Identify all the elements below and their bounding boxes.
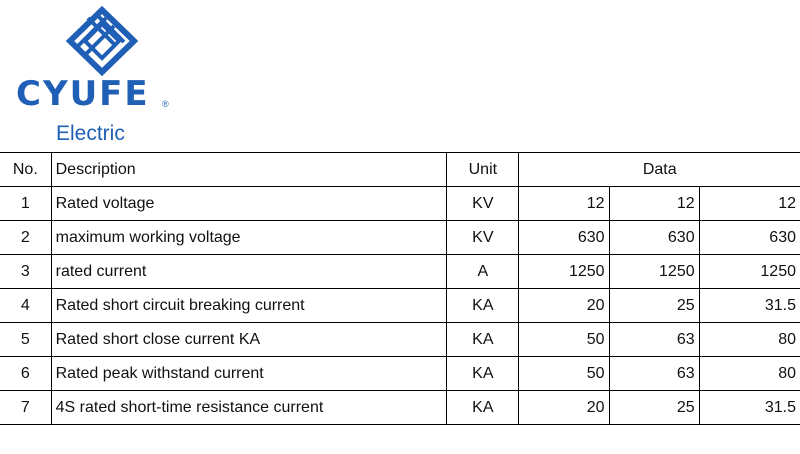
- table-row: [0, 357, 800, 391]
- row-value: 630: [519, 221, 609, 255]
- header-no: No.: [0, 153, 51, 187]
- header-description: Description: [51, 153, 447, 187]
- row-value: 1250: [699, 255, 800, 289]
- row-value: 63: [609, 323, 699, 357]
- header-data: Data: [519, 153, 800, 187]
- row-value: 1250: [519, 255, 609, 289]
- header-unit: Unit: [447, 153, 519, 187]
- row-value: 20: [519, 391, 609, 425]
- row-description: Rated short close current KA: [51, 323, 447, 357]
- row-description: Rated short circuit breaking current: [51, 289, 447, 323]
- row-unit: KV: [447, 187, 519, 221]
- row-description: rated current: [51, 255, 447, 289]
- row-value: 12: [699, 187, 800, 221]
- table-row: [0, 187, 800, 221]
- row-number: 4: [0, 289, 51, 323]
- row-value: 20: [519, 289, 609, 323]
- table-row: [0, 255, 800, 289]
- row-description: maximum working voltage: [51, 221, 447, 255]
- row-unit: KA: [447, 323, 519, 357]
- row-number: 7: [0, 391, 51, 425]
- row-value: 31.5: [699, 391, 800, 425]
- table-row: [0, 221, 800, 255]
- table-header-row: [0, 153, 800, 187]
- row-value: 25: [609, 289, 699, 323]
- row-value: 31.5: [699, 289, 800, 323]
- registered-mark: ®: [162, 99, 169, 109]
- table-row: [0, 391, 800, 425]
- row-value: 50: [519, 323, 609, 357]
- row-number: 1: [0, 187, 51, 221]
- row-value: 12: [609, 187, 699, 221]
- row-unit: KA: [447, 391, 519, 425]
- row-value: 63: [609, 357, 699, 391]
- row-description: Rated peak withstand current: [51, 357, 447, 391]
- brand-logo: [14, 6, 184, 146]
- row-value: 630: [699, 221, 800, 255]
- row-value: 50: [519, 357, 609, 391]
- row-unit: KV: [447, 221, 519, 255]
- table-row: [0, 289, 800, 323]
- row-value: 12: [519, 187, 609, 221]
- row-description: 4S rated short-time resistance current: [51, 391, 447, 425]
- row-value: 1250: [609, 255, 699, 289]
- brand-name: [16, 76, 150, 112]
- row-number: 6: [0, 357, 51, 391]
- spec-table: [0, 152, 800, 425]
- row-unit: KA: [447, 289, 519, 323]
- row-unit: KA: [447, 357, 519, 391]
- row-value: 25: [609, 391, 699, 425]
- row-value: 630: [609, 221, 699, 255]
- row-value: 80: [699, 357, 800, 391]
- table-body: [0, 187, 800, 425]
- row-description: Rated voltage: [51, 187, 447, 221]
- row-value: 80: [699, 323, 800, 357]
- brand-subtitle: Electric: [56, 122, 125, 145]
- logo-mark-icon: [66, 6, 138, 76]
- row-number: 5: [0, 323, 51, 357]
- row-number: 3: [0, 255, 51, 289]
- table-row: [0, 323, 800, 357]
- row-unit: A: [447, 255, 519, 289]
- brand-name-text: CYUFE: [16, 74, 150, 114]
- row-number: 2: [0, 221, 51, 255]
